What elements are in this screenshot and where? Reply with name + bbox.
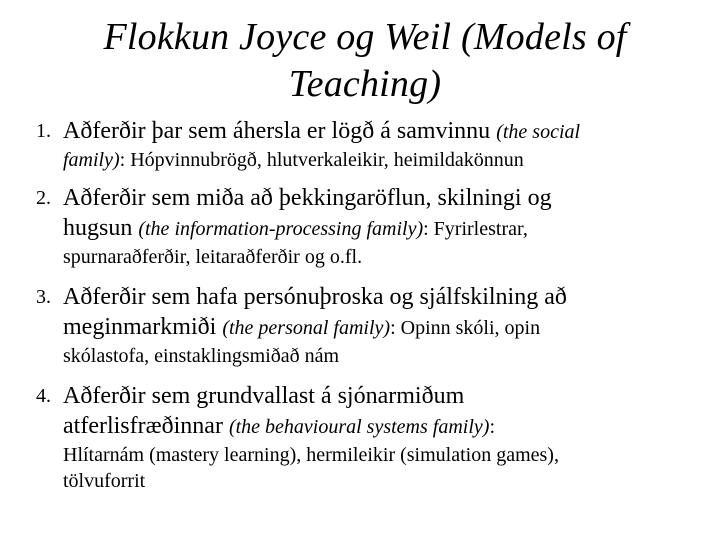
- item-lead-continued: meginmarkmiði: [63, 314, 217, 340]
- list-item: [36, 183, 696, 270]
- item-lead: Aðferðir sem grundvallast á sjónarmiðum: [63, 383, 465, 409]
- item-methods: : Fyrirlestrar,: [423, 218, 528, 240]
- item-lead: Aðferðir sem hafa persónuþroska og sjálfskilning að: [63, 284, 567, 310]
- item-number: 1.: [36, 120, 51, 142]
- item-methods-continued: tölvuforrit: [63, 470, 146, 492]
- item-lead: Aðferðir sem miða að þekkingaröflun, skilningi og: [63, 185, 552, 211]
- item-methods: Hlítarnám (mastery learning), hermileikir (simulation games),: [63, 444, 559, 466]
- list-item: [36, 116, 696, 173]
- item-details: [63, 147, 696, 173]
- item-details: [63, 244, 696, 270]
- item-methods: : Opinn skóli, opin: [390, 317, 541, 339]
- item-methods-continued: skólastofa, einstaklingsmiðað nám: [63, 345, 340, 367]
- item-details: [63, 343, 696, 369]
- item-heading: [63, 183, 696, 244]
- item-number: 3.: [36, 286, 51, 308]
- slide-title-line-1: Flokkun Joyce og Weil (Models of: [103, 16, 627, 58]
- item-heading: [63, 381, 696, 442]
- list-item: [36, 282, 696, 369]
- item-details: [63, 442, 696, 494]
- item-methods: : Hópvinnubrögð, hlutverkaleikir, heimildakönnun: [119, 149, 524, 171]
- item-family-label: (the information-processing family): [138, 218, 424, 240]
- item-lead-continued: hugsun: [63, 215, 133, 241]
- item-heading: [63, 282, 696, 343]
- item-family-label: (the personal family): [222, 317, 391, 339]
- item-family-colon: :: [489, 416, 495, 438]
- classification-list: [36, 116, 696, 494]
- list-item: [36, 381, 696, 494]
- item-heading: [63, 116, 696, 147]
- item-number: 2.: [36, 187, 51, 209]
- item-family-label: (the behavioural systems family): [228, 416, 490, 438]
- item-family-label-continued: family): [63, 149, 120, 171]
- item-family-label: (the social: [496, 121, 581, 143]
- item-lead: Aðferðir þar sem áhersla er lögð á samvinnu: [63, 118, 491, 144]
- slide-title-line-2: Teaching): [288, 63, 442, 105]
- item-lead-continued: atferlisfræðinnar: [63, 413, 223, 439]
- item-methods-continued: spurnaraðferðir, leitaraðferðir og o.fl.: [63, 246, 363, 268]
- slide-title: [40, 14, 690, 108]
- item-number: 4.: [36, 385, 51, 407]
